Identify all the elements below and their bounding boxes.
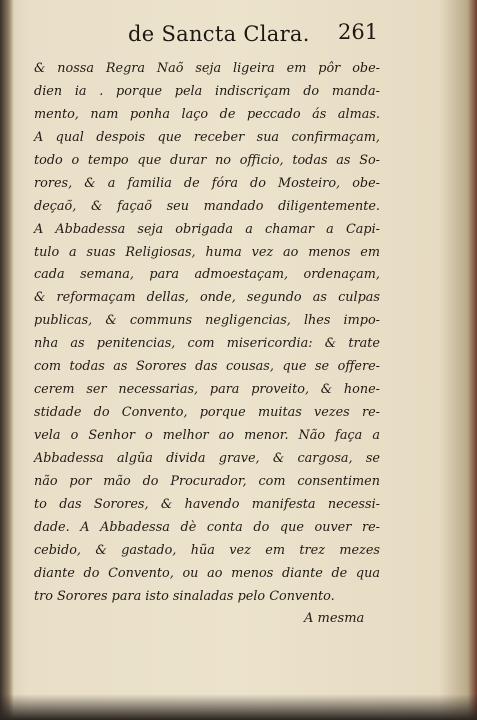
text-line: stidade do Convento, porque muitas vezes re- — [34, 405, 380, 421]
running-head: de Sancta Clara. — [128, 22, 310, 46]
text-line: mento, nam ponha laço de peccado ás almas. — [34, 106, 380, 122]
text-line: rores, & a familia de fóra do Mosteiro, obe- — [34, 175, 380, 191]
text-line: & nossa Regra Naõ seja ligeira em pôr obe- — [34, 61, 380, 76]
text-line: nha as penitencias, com misericordia: & trate — [34, 336, 380, 352]
text-line: & reformaçam dellas, onde, segundo as culpas — [34, 290, 380, 306]
text-line: dade. A Abbadessa dè conta do que ouver re- — [34, 519, 380, 535]
text-line: diante do Convento, ou ao menos diante de qua — [34, 565, 380, 581]
text-line: cada semana, para admoestaçam, ordenaçam, — [34, 267, 380, 283]
text-line: publicas, & communs negligencias, lhes impo- — [34, 313, 380, 329]
text-line: A qual despois que receber sua confirmaçam, — [34, 129, 380, 145]
catchword: A mesma — [304, 611, 365, 626]
text-line: to das Sorores, & havendo manifesta necessi- — [34, 496, 380, 512]
text-line: dien ia . porque pela indiscriçam do manda- — [34, 83, 380, 99]
text-line: não por mão do Procurador, com consentimen — [34, 473, 380, 489]
text-line: Abbadessa algũa divida grave, & cargosa, se — [34, 450, 380, 466]
text-line: vela o Senhor o melhor ao menor. Não faça a — [34, 428, 380, 443]
text-line: com todas as Sorores das cousas, que se offere- — [34, 359, 380, 375]
text-line: deçaõ, & façaõ seu mandado diligentemente. — [34, 198, 380, 214]
text-line: todo o tempo que durar no officio, todas as So- — [34, 152, 380, 168]
text-line: cerem ser necessarias, para proveito, & hone- — [34, 382, 380, 398]
text-line: tro Sorores para isto sinaladas pelo Convento. — [34, 588, 335, 604]
text-line: cebido, & gastado, hũa vez em trez mezes — [34, 542, 380, 558]
body-text — [34, 58, 380, 609]
page-number: 261 — [338, 20, 379, 44]
text-line: tulo a suas Religiosas, huma vez ao menos em — [34, 244, 380, 260]
text-line: A Abbadessa seja obrigada a chamar a Capi- — [34, 221, 380, 237]
